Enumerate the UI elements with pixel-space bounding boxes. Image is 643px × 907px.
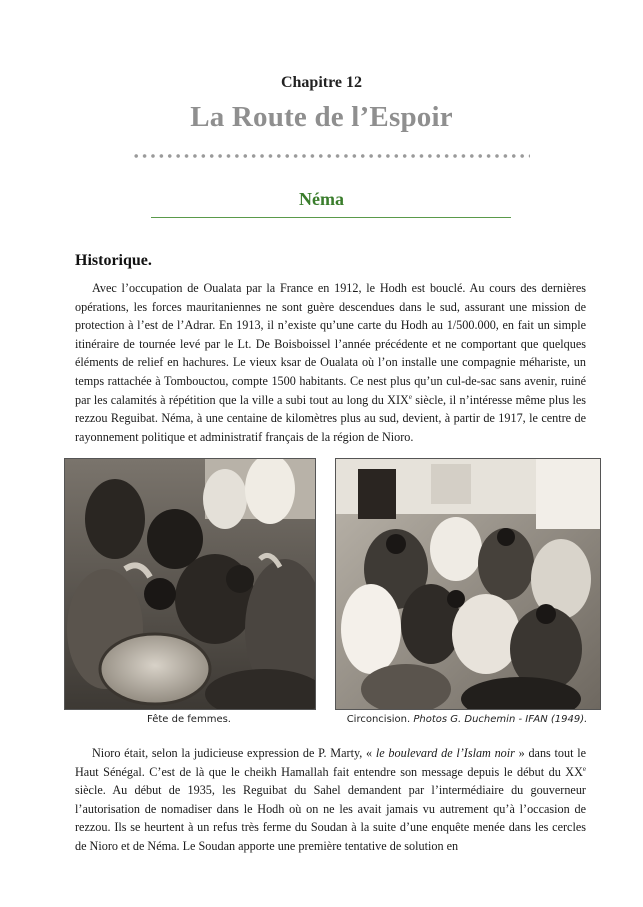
paragraph-historique [75, 279, 586, 446]
chapter-label: Chapitre 12 [280, 74, 363, 91]
superscript: e [582, 764, 586, 773]
chapter-title: La Route de l’Espoir [190, 101, 453, 133]
photo-fete-de-femmes [64, 458, 316, 710]
section-underline [151, 217, 511, 218]
photo-caption-right [335, 714, 599, 725]
photo-circoncision [335, 458, 601, 710]
quoted-phrase: le boulevard de l’Islam noir [375, 746, 515, 760]
paragraph-nioro [75, 744, 586, 856]
paragraph-text: Avec l’occupation de Oualata par la France en 1912, le Hodh est bouclé. Au cours des dernières opérations, les forces mauritaniennes ne sont guère descendues dans le sud, assurant une mission de protection à l’est de l’Adrar. En 1913, il n’existe qu’une carte du Hodh au 1/500.000, en fait un simple itinéraire de tournée levé par le Lt. De Boisboissel l’année précédente et ne comportant que quelques éléments de relief en hachures. Le vieux ksar de Oualata où l’on installe une compagnie méhariste, un temps rattachée à Tombouctou, compte 1500 habitants. Ce nest plus qu’un cul-de-sac sans avenir, ruiné par les calamités à répétition que la ville a subi tout au long du XIX [75, 281, 586, 407]
photo-circoncision-image [336, 459, 600, 709]
paragraph-text: Nioro était, selon la judicieuse expression de P. Marty, « [92, 746, 376, 760]
subheading-historique: Historique. [75, 252, 152, 269]
paragraph-text: siècle. Au début de 1935, les Reguibat du Sahel demandent par l’intermédiaire du gouverneur l’autorisation de nomadiser dans le Hodh où on ne les avait jamais vu autrement qu’à l’occasion de rezzou. Ils se heurtent à un refus très ferme du Soudan à la suite d’une enquête menée dans les cercles de Nioro et de Néma. Le Soudan apporte une première tentative de solution en [75, 783, 586, 853]
caption-text: Circoncision. [346, 714, 414, 725]
superscript: e [408, 392, 412, 401]
section-title: Néma [299, 189, 344, 209]
photo-fete-image [65, 459, 315, 709]
paragraph-text: siècle, il n’intéresse même plus les rezzou Reguibat. Néma, à une centaine de kilomètres plus au sud, devient, à partir de 1917, le centre de rayonnement politique et administratif français de la région de Nioro. [75, 392, 586, 444]
dotted-divider [132, 151, 530, 161]
photo-caption-left: Fête de femmes. [147, 714, 231, 725]
caption-credit: Photos G. Duchemin - IFAN (1949). [413, 714, 588, 725]
paragraph-text: » dans tout le Haut Sénégal. C’est de là que le cheikh Hamallah fait entendre son message depuis le début du XX [75, 746, 586, 779]
